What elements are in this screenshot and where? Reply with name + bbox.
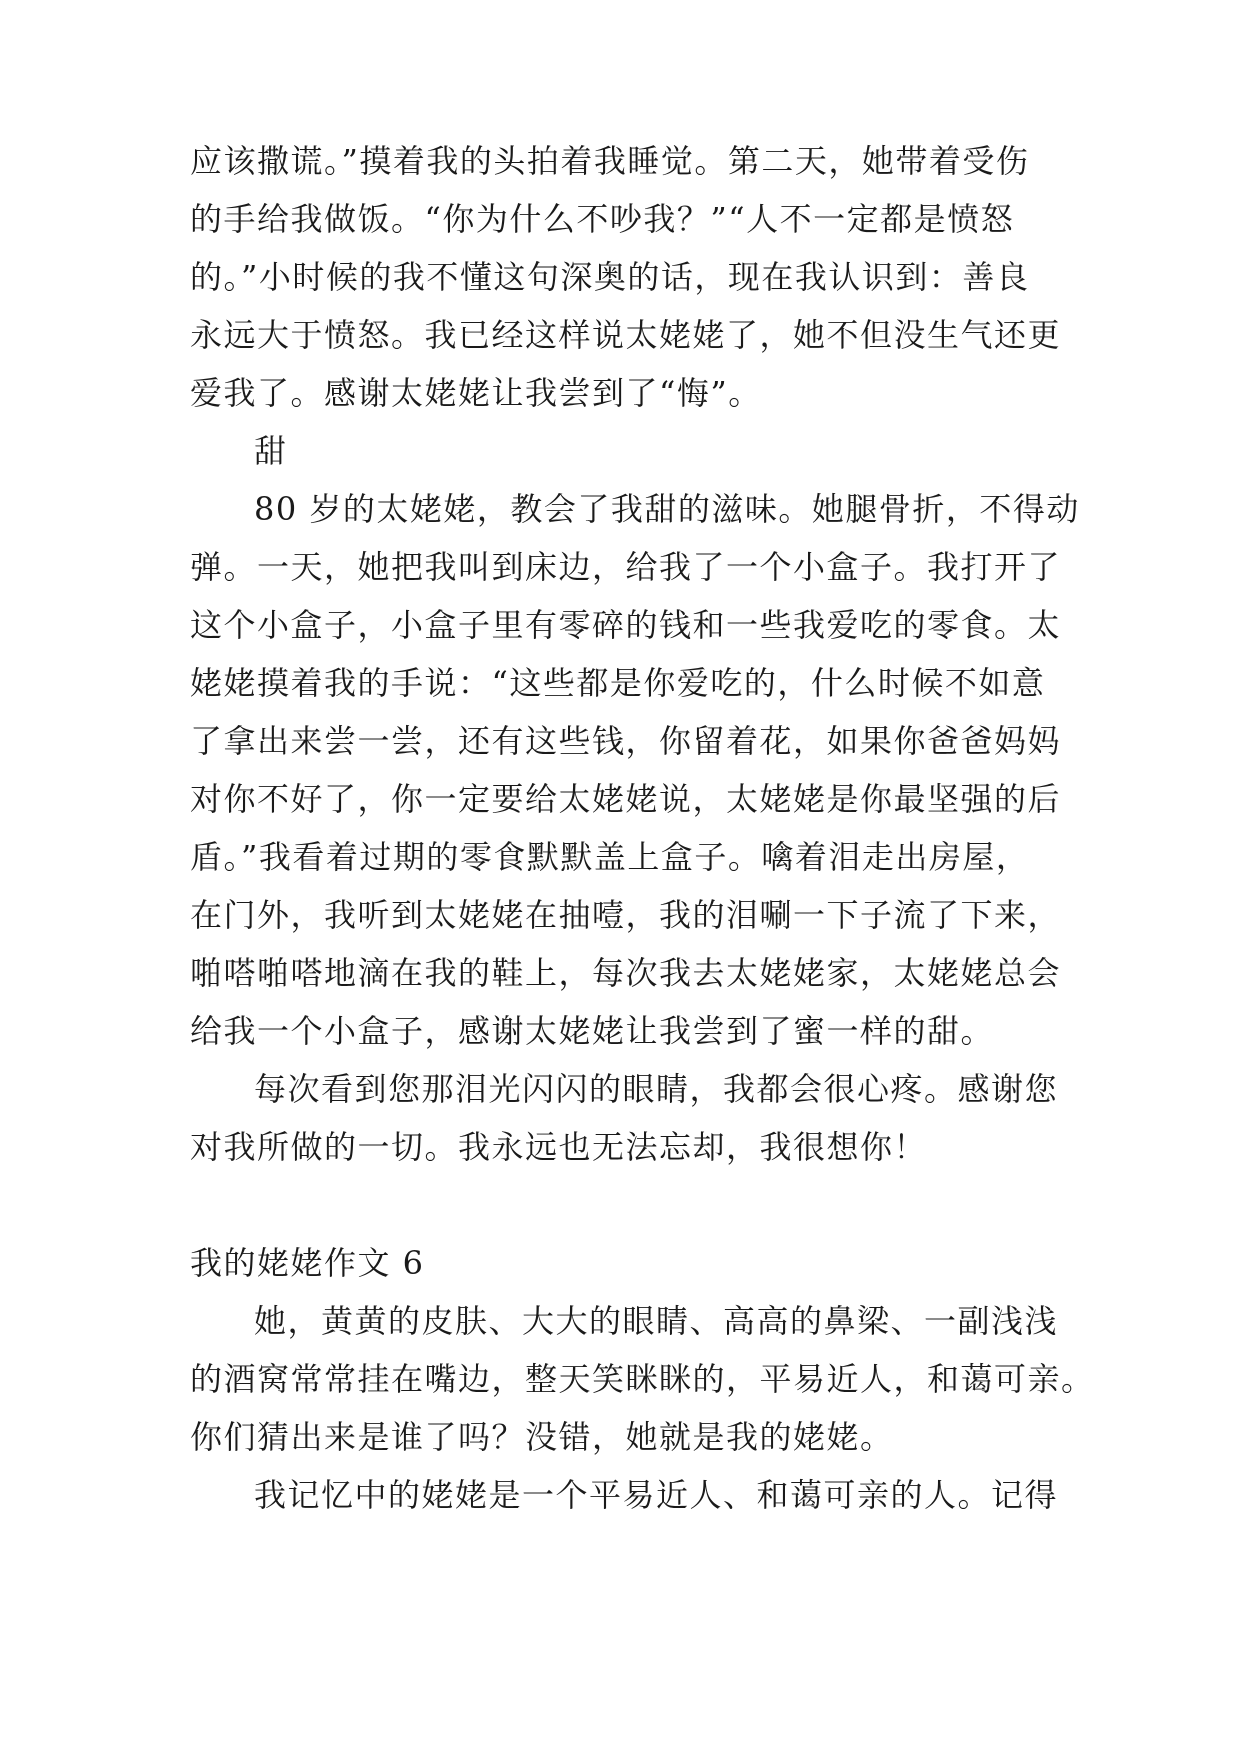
paragraph-line: 给我一个小盒子，感谢太姥姥让我尝到了蜜一样的甜。 — [190, 1012, 995, 1050]
paragraph-line: 的手给我做饭。“你为什么不吵我？”“人不一定都是愤怒 — [190, 200, 1015, 238]
paragraph-line: 盾。”我看着过期的零食默默盖上盒子。噙着泪走出房屋， — [190, 838, 1030, 876]
paragraph-line: 80 岁的太姥姥，教会了我甜的滋味。她腿骨折，不得动 — [254, 490, 1080, 528]
paragraph-line: 的酒窝常常挂在嘴边，整天笑眯眯的，平易近人，和蔼可亲。 — [190, 1360, 1095, 1398]
paragraph-line: 对你不好了，你一定要给太姥姥说，太姥姥是你最坚强的后 — [190, 780, 1062, 818]
paragraph-line: 对我所做的一切。我永远也无法忘却，我很想你！ — [190, 1128, 928, 1166]
section-heading-tian: 甜 — [254, 432, 288, 470]
paragraph-line: 在门外，我听到太姥姥在抽噎，我的泪唰一下子流了下来， — [190, 896, 1062, 934]
paragraph-line: 每次看到您那泪光闪闪的眼睛，我都会很心疼。感谢您 — [254, 1070, 1059, 1108]
paragraph-line: 爱我了。感谢太姥姥让我尝到了“悔”。 — [190, 374, 762, 412]
paragraph-line: 应该撒谎。”摸着我的头拍着我睡觉。第二天，她带着受伤 — [190, 142, 1030, 180]
paragraph-line: 这个小盒子，小盒子里有零碎的钱和一些我爱吃的零食。太 — [190, 606, 1062, 644]
paragraph-line: 了拿出来尝一尝，还有这些钱，你留着花，如果你爸爸妈妈 — [190, 722, 1062, 760]
document-page — [190, 132, 1095, 1524]
paragraph-line: 弹。一天，她把我叫到床边，给我了一个小盒子。我打开了 — [190, 548, 1062, 586]
blank-line — [190, 1176, 1060, 1234]
essay-title: 我的姥姥作文 6 — [190, 1244, 425, 1282]
paragraph-line: 我记忆中的姥姥是一个平易近人、和蔼可亲的人。记得 — [254, 1476, 1059, 1514]
paragraph-line: 姥姥摸着我的手说：“这些都是你爱吃的，什么时候不如意 — [190, 664, 1046, 702]
paragraph-line: 啪嗒啪嗒地滴在我的鞋上，每次我去太姥姥家，太姥姥总会 — [190, 954, 1062, 992]
paragraph-line: 永远大于愤怒。我已经这样说太姥姥了，她不但没生气还更 — [190, 316, 1062, 354]
paragraph-line: 的。”小时候的我不懂这句深奥的话，现在我认识到：善良 — [190, 258, 1030, 296]
paragraph-line: 她，黄黄的皮肤、大大的眼睛、高高的鼻梁、一副浅浅 — [254, 1302, 1059, 1340]
paragraph-line: 你们猜出来是谁了吗？没错，她就是我的姥姥。 — [190, 1418, 894, 1456]
